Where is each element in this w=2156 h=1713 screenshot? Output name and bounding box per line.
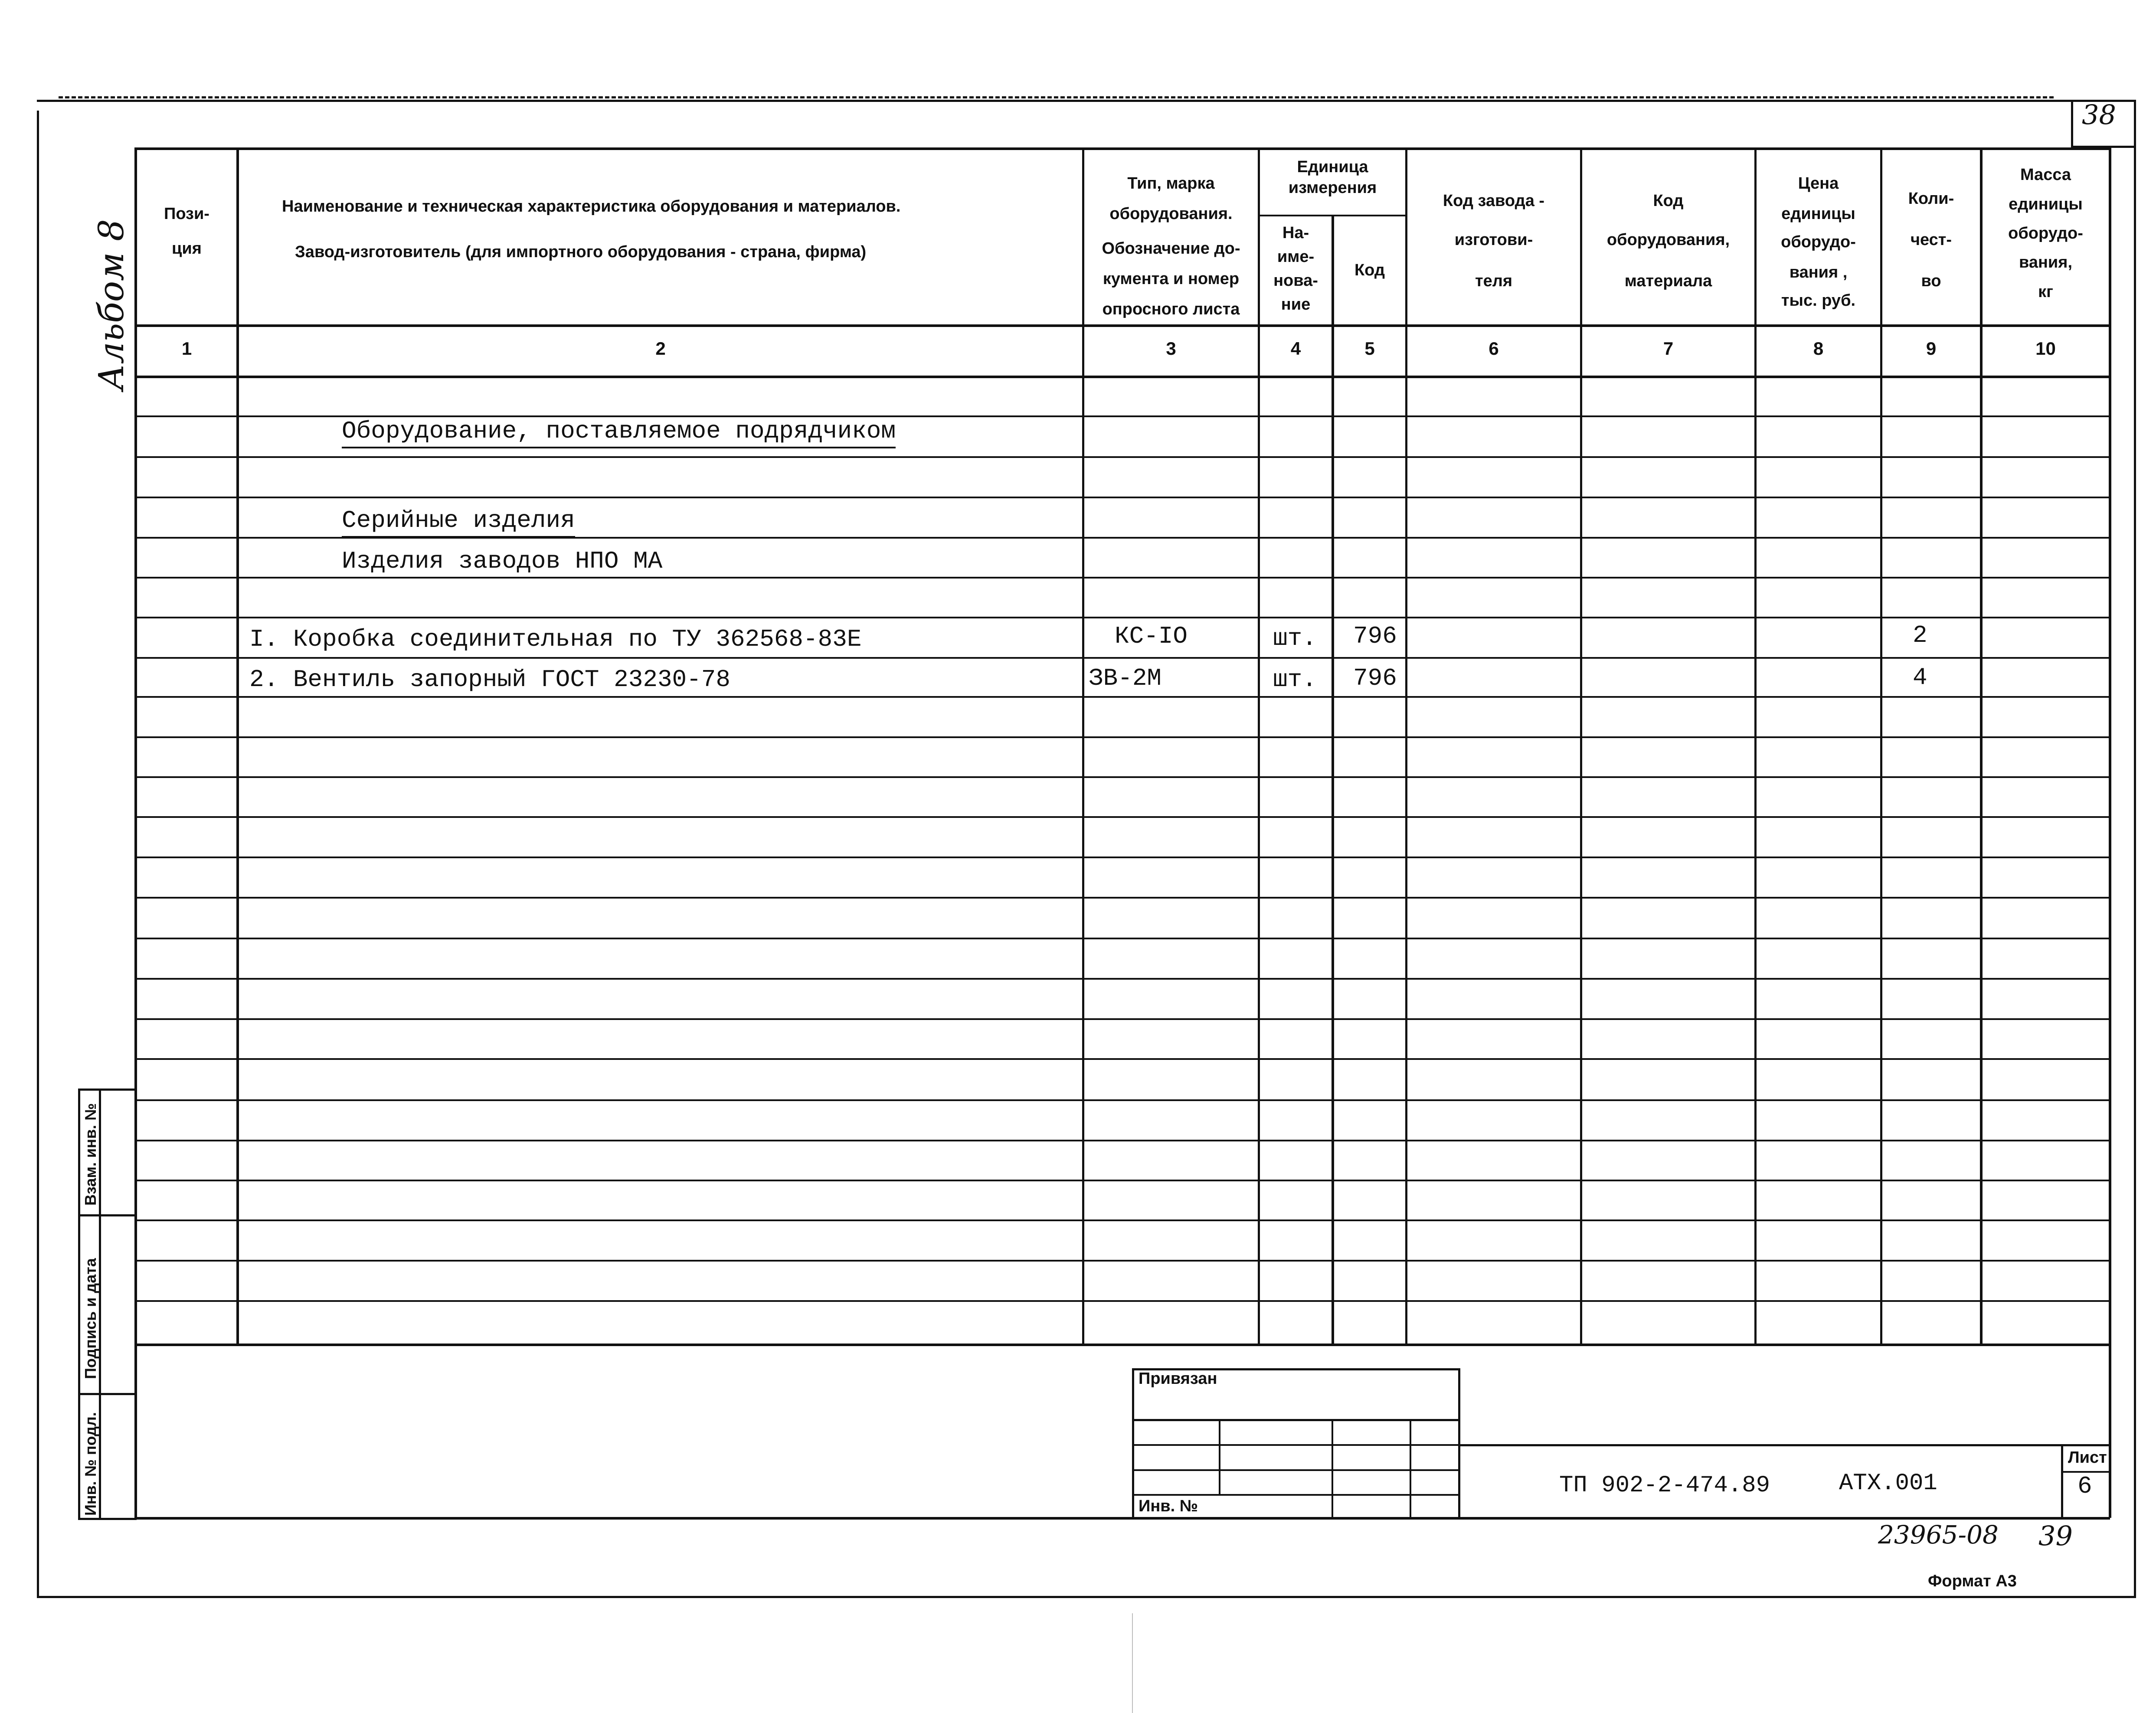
side-stamp-top [78,1089,137,1091]
row-line [134,978,2110,980]
outer-frame-top [37,100,2134,102]
side-stamp-div1 [78,1214,137,1216]
stamp-replacement-inv: Взам. инв. № [82,1103,99,1206]
stamp-signature-date: Подпись и дата [82,1258,99,1379]
section-npo: Изделия заводов НПО МА [342,547,662,579]
side-stamp-bottom [78,1518,137,1520]
privyazan-c3 [1410,1419,1411,1518]
inv-no-label: Инв. № [1139,1497,1198,1515]
row-item-qty: 2 [1913,621,1927,649]
privyazan-label: Привязан [1139,1370,1217,1388]
outer-frame-right [2134,100,2136,1598]
row-line [134,1018,2110,1020]
side-stamp-div2 [78,1393,137,1395]
sheet-number: 6 [2077,1472,2092,1500]
row-line [134,1260,2110,1262]
scan-mark [1132,1613,1133,1713]
row-item-name: I. Коробка соединительная по ТУ 362568-83Е [249,625,862,653]
privyazan-c1 [1219,1419,1220,1495]
top-border-line [59,96,2054,98]
privyazan-right [1458,1368,1460,1518]
doc-code-top [1458,1444,2110,1446]
row-line [134,696,2110,698]
row-item-qty: 4 [1913,664,1927,691]
sheet-label: Лист [2068,1448,2107,1467]
row-item-unit: шт. [1273,666,1317,693]
row-line [134,776,2110,778]
row-line [134,617,2110,618]
row-item-code: 796 [1353,622,1397,650]
col-divider-5 [1405,147,1407,1344]
doc-suffix: АТХ.001 [1839,1470,1937,1497]
table-top [134,147,2110,150]
table-right [2109,147,2111,1518]
page-number: 38 [2082,99,2116,131]
col-divider-6 [1580,147,1582,1344]
row-line [134,456,2110,458]
format-label: Формат А3 [1928,1572,2017,1590]
row-line [134,938,2110,939]
row-line [134,816,2110,818]
outer-frame-bottom [37,1596,2136,1598]
col-divider-9 [1980,147,1983,1344]
row-line [134,497,2110,498]
col-divider-3 [1258,147,1260,1344]
numbers-row-bottom [134,376,2110,378]
section-contractor: Оборудование, поставляемое подрядчиком [342,417,896,448]
col-divider-7 [1754,147,1757,1344]
row-line [134,657,2110,659]
col-divider-4 [1332,215,1334,1344]
row-item-name: 2. Вентиль запорный ГОСТ 23230-78 [249,666,730,693]
privyazan-c2 [1332,1419,1333,1518]
header-col5: Код [1354,261,1385,279]
title-block-bottom [134,1517,2110,1520]
row-line [134,1058,2110,1060]
row-line [134,1219,2110,1221]
section-serial: Серийные изделия [342,507,575,538]
handwritten-ref: 23965-08 [1878,1520,1999,1550]
row-line [134,1300,2110,1302]
handwritten-page: 39 [2038,1520,2073,1552]
row-line [134,856,2110,858]
header-col2-line1: Наименование и техническая характеристика оборудования и материалов. [282,197,901,216]
col-divider-1 [236,147,239,1344]
doc-code: ТП 902-2-474.89 [1559,1472,1770,1499]
sheet-box-left [2061,1444,2063,1518]
row-item-type: КС-IО [1115,622,1188,650]
col-divider-2 [1082,147,1084,1344]
body-bottom [134,1344,2110,1346]
header-bottom [134,324,2110,327]
row-line [134,1099,2110,1101]
row-line [134,736,2110,738]
side-stamp-left [78,1089,80,1520]
col-divider-8 [1880,147,1882,1344]
row-line [134,1180,2110,1181]
privyazan-left [1132,1368,1134,1518]
album-label: Альбом 8 [91,219,131,390]
row-item-unit: шт. [1273,624,1317,652]
header-col2-line2: Завод-изготовитель (для импортного оборудования - страна, фирма) [295,243,867,261]
stamp-original-inv: Инв. № подл. [82,1412,99,1516]
row-item-code: 796 [1353,664,1397,692]
row-item-type: ЗВ-2М [1089,664,1162,692]
unit-group-split [1258,215,1407,216]
outer-frame-left [37,111,39,1598]
page-number-box-left [2071,100,2073,147]
row-line [134,1140,2110,1141]
row-line [134,897,2110,899]
